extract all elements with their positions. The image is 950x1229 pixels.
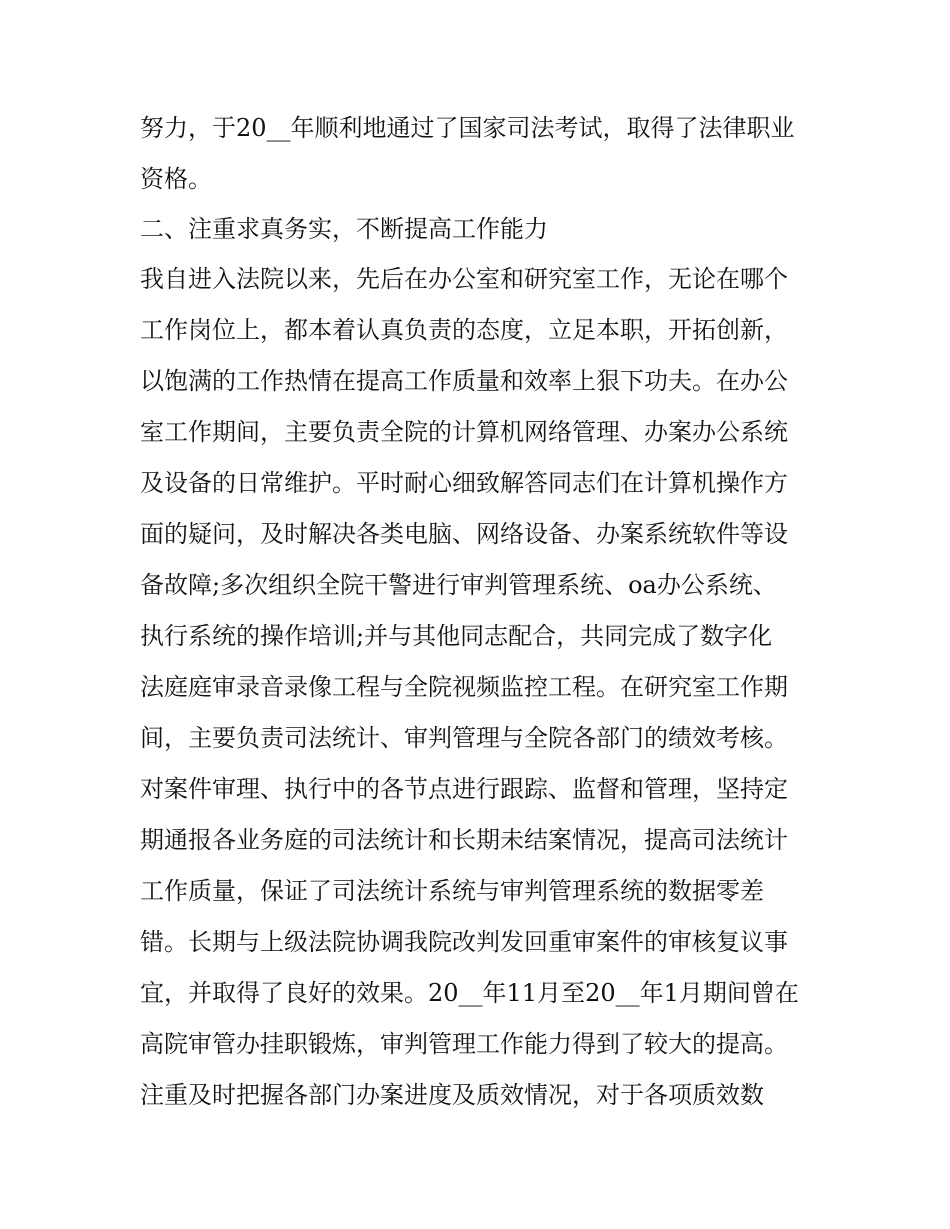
text-line: 及设备的日常维护。平时耐心细致解答同志们在计算机操作方 xyxy=(140,469,788,497)
text-line: 我自进入法院以来，先后在办公室和研究室工作，无论在哪个 xyxy=(140,265,788,293)
text-line: 对案件审理、执行中的各节点进行跟踪、监督和管理，坚持定 xyxy=(140,775,788,803)
text-line: 错。长期与上级法院协调我院改判发回重审案件的审核复议事 xyxy=(140,928,788,956)
text-line: 工作岗位上，都本着认真负责的态度，立足本职，开拓创新， xyxy=(140,316,788,344)
text-line: 面的疑问，及时解决各类电脑、网络设备、办案系统软件等设 xyxy=(140,520,788,548)
text-line: 期通报各业务庭的司法统计和长期未结案情况，提高司法统计 xyxy=(140,826,788,854)
section-heading: 二、注重求真务实，不断提高工作能力 xyxy=(140,215,548,243)
text-line: 间，主要负责司法统计、审判管理与全院各部门的绩效考核。 xyxy=(140,724,788,752)
text-line: 备故障;多次组织全院干警进行审判管理系统、oa办公系统、 xyxy=(140,571,777,599)
text-line: 高院审管办挂职锻炼，审判管理工作能力得到了较大的提高。 xyxy=(140,1030,788,1058)
text-line: 工作质量，保证了司法统计系统与审判管理系统的数据零差 xyxy=(140,877,764,905)
text-line: 室工作期间，主要负责全院的计算机网络管理、办案办公系统 xyxy=(140,418,788,446)
text-line: 执行系统的操作培训;并与其他同志配合，共同完成了数字化 xyxy=(140,622,773,650)
text-line: 法庭庭审录音录像工程与全院视频监控工程。在研究室工作期 xyxy=(140,673,788,701)
text-line: 注重及时把握各部门办案进度及质效情况，对于各项质效数 xyxy=(140,1081,764,1109)
text-line: 以饱满的工作热情在提高工作质量和效率上狠下功夫。在办公 xyxy=(140,367,788,395)
document-body xyxy=(140,103,820,1121)
text-line: 宜，并取得了良好的效果。20__年11月至20__年1月期间曾在 xyxy=(140,979,799,1007)
text-line: 努力，于20__年顺利地通过了国家司法考试，取得了法律职业 xyxy=(140,114,795,142)
text-line: 资格。 xyxy=(140,165,212,193)
